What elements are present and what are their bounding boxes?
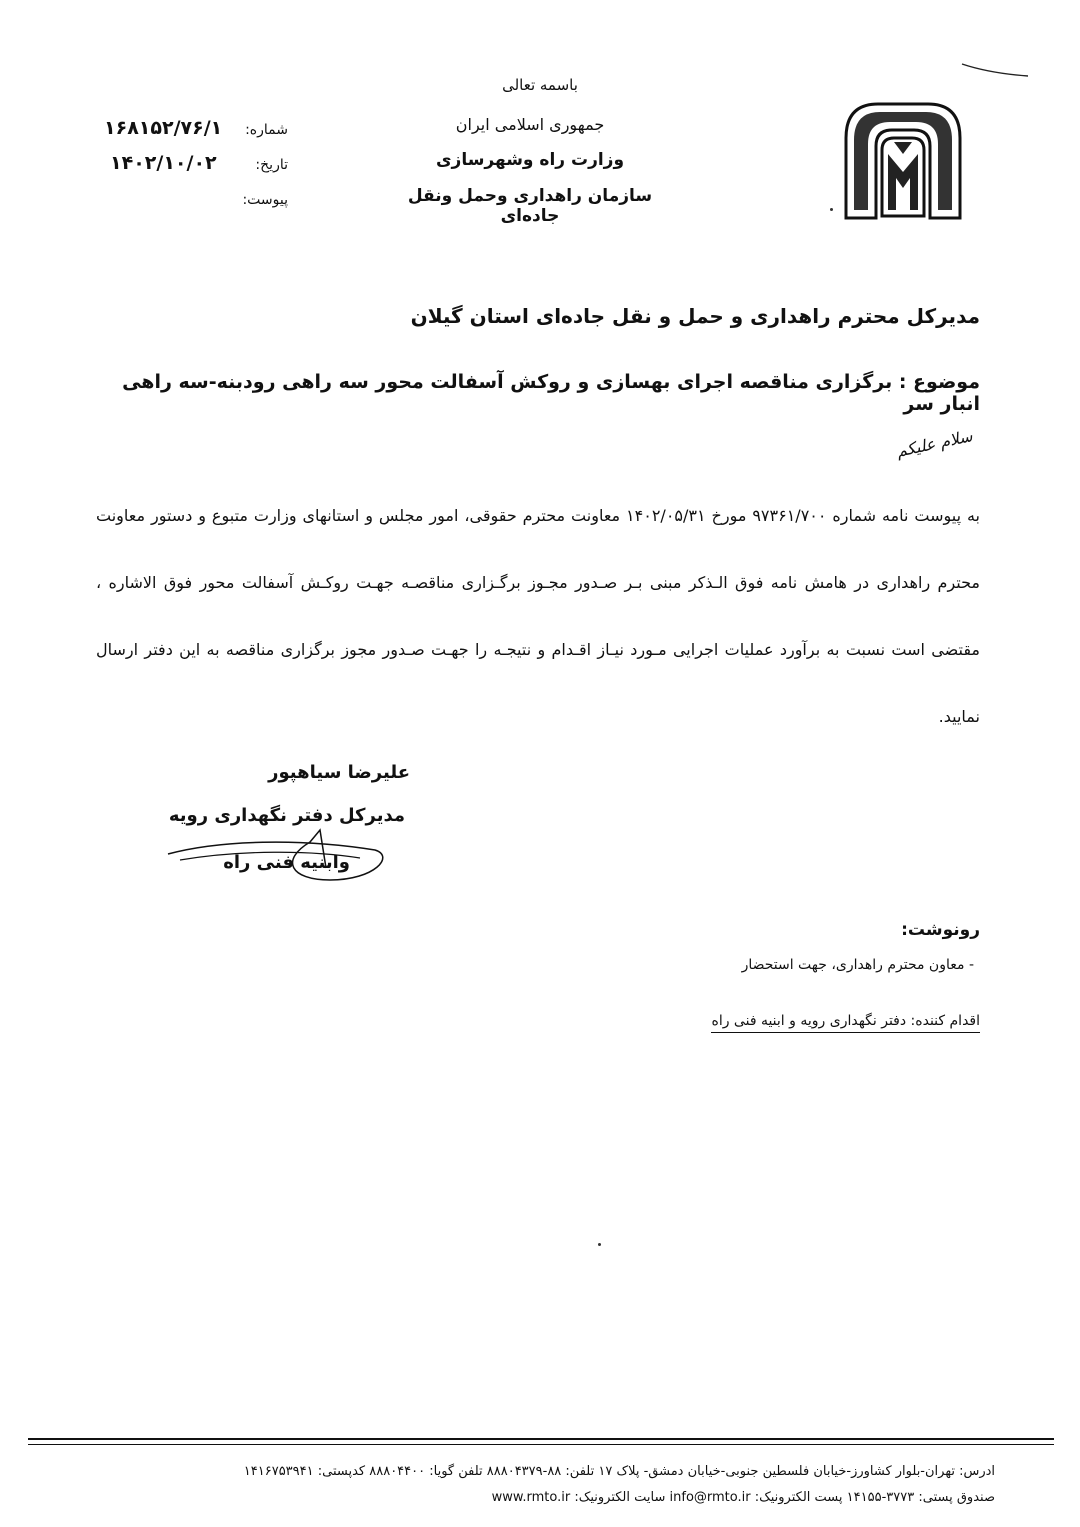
- stray-dot: [598, 1243, 601, 1246]
- subject: موضوع : برگزاری مناقصه اجرای بهسازی و روکش آسفالت محور سه راهی رودبنه-سه راهی انبار سر: [122, 371, 980, 415]
- number-label: شماره:: [245, 122, 288, 138]
- handwritten-signature: [160, 820, 390, 895]
- recipient: مدیرکل محترم راهداری و حمل و نقل جاده‌ای استان گیلان: [410, 304, 980, 328]
- stray-dot: [830, 208, 833, 211]
- pen-mark: [960, 58, 1030, 83]
- footer-contact: صندوق پستی: ۳۷۷۳-۱۴۱۵۵ پست الکترونیک: info@rmto.ir سایت الکترونیک: www.rmto.ir: [491, 1490, 995, 1505]
- action-by: اقدام کننده: دفتر نگهداری رویه و ابنیه فنی راه: [711, 1013, 980, 1033]
- footer-divider: [28, 1438, 1054, 1440]
- invocation: باسمه تعالی: [502, 76, 578, 94]
- greeting: سلام علیکم: [894, 426, 974, 461]
- letter-date: ۱۴۰۲/۱۰/۰۲: [110, 152, 217, 174]
- footer-divider: [28, 1444, 1054, 1445]
- attachment-label: پیوست:: [242, 192, 288, 208]
- org-line-country: جمهوری اسلامی ایران: [455, 115, 605, 134]
- signatory-title: مدیرکل دفتر نگهداری رویه: [168, 805, 405, 826]
- org-line-organization: سازمان راهداری وحمل ونقل جاده‌ای: [407, 186, 653, 226]
- date-label: تاریخ:: [255, 157, 288, 173]
- footer-address: ادرس: تهران-بلوار کشاورز-خیابان فلسطین جنوبی-خیابان دمشق- پلاک ۱۷ تلفن: ۸۸-۸۸۸۰۴۳۷۹ تلفن گویا: ۸۸۸۰۴۴۰۰ کدپستی: ۱۴۱۶۷۵۳۹۴۱: [243, 1464, 995, 1479]
- letter-body: به پیوست نامه شماره ۹۷۳۶۱/۷۰۰ مورخ ۱۴۰۲/۰۵/۳۱ معاونت محترم حقوقی، امور مجلس و استانهای وزارت متبوع و دستور معاونت محترم راهداری در هامش نامه فوق الـذکر مبنی بـر صـدور مجـوز برگـزاری مناقصـه جهـت روکـش آسفالت محور فوق الاشاره ، مقتضی است نسبت به برآورد عملیات اجرایی مـورد نیـاز اقـدام و نتیجـه را جهـت صـدور مجوز برگزاری مناقصه به این دفتر ارسال نمایید.: [96, 506, 980, 726]
- cc-item: - معاون محترم راهداری، جهت استحضار: [741, 957, 974, 973]
- signatory-title-line2: وابنیه فنی راه: [223, 852, 350, 873]
- rmto-logo-icon: [838, 98, 968, 223]
- signatory-name: علیرضا سیاهپور: [268, 762, 410, 783]
- cc-heading: رونوشت:: [901, 920, 980, 940]
- org-line-ministry: وزارت راه وشهرسازی: [435, 150, 625, 170]
- letter-number: ۱۶۸۱۵۲/۷۶/۱: [104, 117, 223, 139]
